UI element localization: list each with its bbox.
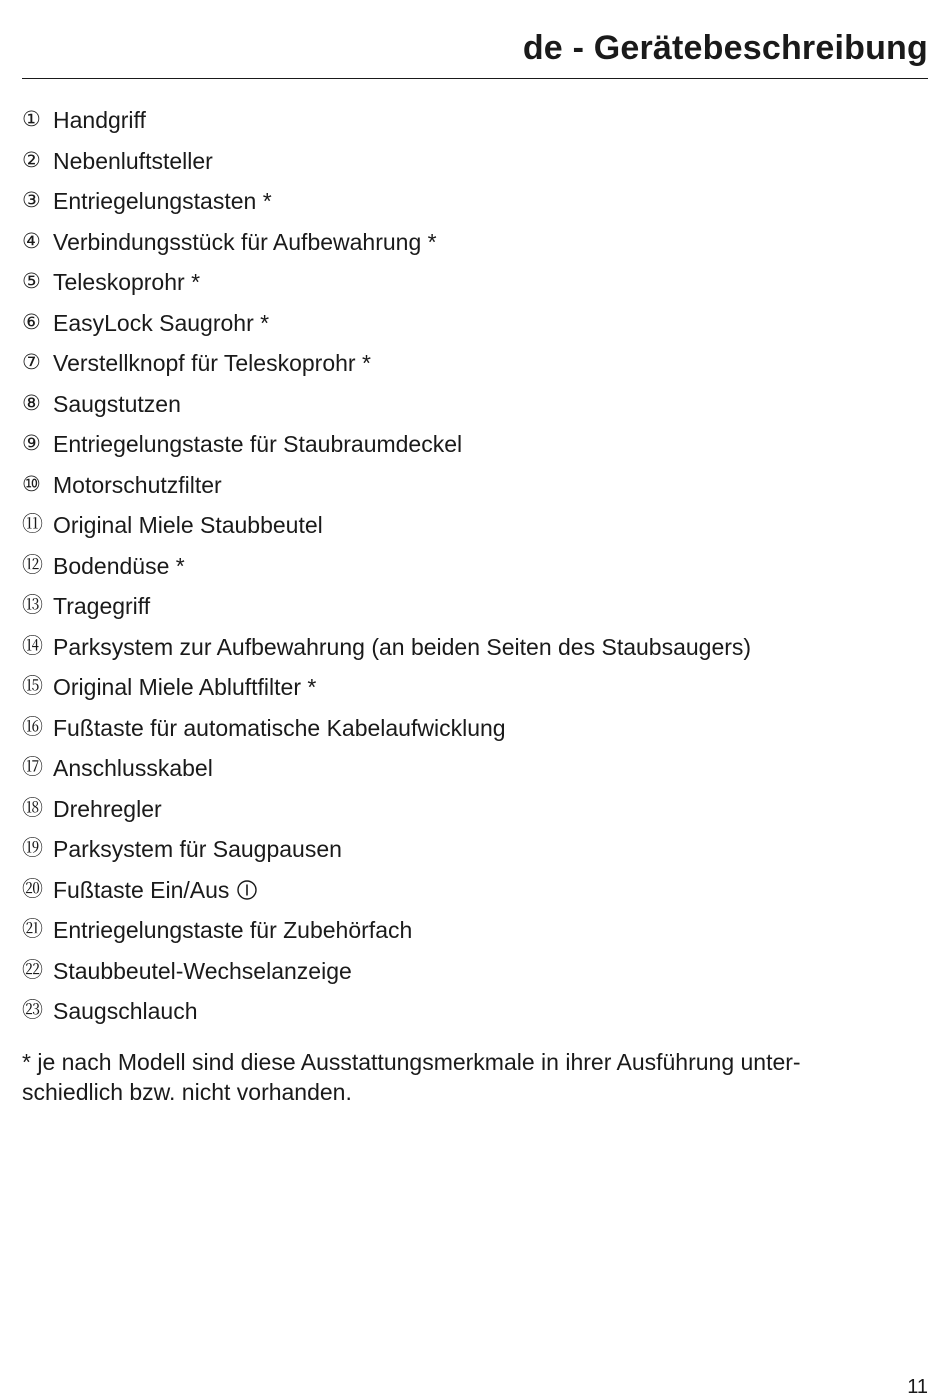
list-item xyxy=(22,829,751,870)
list-item xyxy=(22,667,751,708)
item-number: ① xyxy=(22,108,41,132)
item-number: ⑮ xyxy=(22,675,43,699)
item-label: Saugschlauch xyxy=(53,998,198,1025)
list-item xyxy=(22,141,751,182)
list-item xyxy=(22,181,751,222)
item-label: Fußtaste Ein/Aus xyxy=(53,876,230,903)
item-label: Fußtaste für automatische Kabelaufwicklung xyxy=(53,714,506,741)
item-label: Original Miele Staubbeutel xyxy=(53,512,323,539)
item-number: ㉓ xyxy=(22,999,43,1023)
item-label: Entriegelungstasten * xyxy=(53,188,272,215)
item-number: ⑯ xyxy=(22,715,43,739)
item-number: ⑳ xyxy=(22,877,43,901)
component-list xyxy=(22,100,751,1032)
page-number: 11 xyxy=(907,1376,928,1398)
item-label: Teleskoprohr * xyxy=(53,269,201,296)
list-item xyxy=(22,870,751,911)
list-item xyxy=(22,708,751,749)
item-number: ⑨ xyxy=(22,432,41,456)
page-title: de - Gerätebeschreibung xyxy=(522,29,928,67)
item-label: Bodendüse * xyxy=(53,552,185,579)
item-number: ⑲ xyxy=(22,837,43,861)
item-number: ④ xyxy=(22,229,41,253)
list-item xyxy=(22,789,751,830)
item-label: Entriegelungstaste für Staubraumdeckel xyxy=(53,431,463,458)
item-number: ㉑ xyxy=(22,918,43,942)
item-label: Nebenluftsteller xyxy=(53,147,213,174)
list-item xyxy=(22,748,751,789)
item-number: ⑧ xyxy=(22,391,41,415)
footnote xyxy=(22,1047,882,1107)
item-label: Motorschutzfilter xyxy=(53,471,222,498)
item-label: Parksystem zur Aufbewahrung (an beiden Seiten des Staubsaugers) xyxy=(53,633,752,660)
item-label: Tragegriff xyxy=(53,593,151,620)
page-header xyxy=(22,28,928,79)
list-item xyxy=(22,627,751,668)
list-item xyxy=(22,465,751,506)
list-item xyxy=(22,546,751,587)
item-label: Drehregler xyxy=(53,795,162,822)
item-number: ⑪ xyxy=(22,513,43,537)
item-label: Anschlusskabel xyxy=(53,755,213,782)
power-icon xyxy=(237,880,257,900)
item-label: Saugstutzen xyxy=(53,390,181,417)
item-label: Verbindungsstück für Aufbewahrung * xyxy=(53,228,437,255)
list-item xyxy=(22,991,751,1032)
item-number: ⑦ xyxy=(22,351,41,375)
item-label: Handgriff xyxy=(53,107,146,134)
item-label: Entriegelungstaste für Zubehörfach xyxy=(53,917,413,944)
item-number: ② xyxy=(22,148,41,172)
item-number: ⑥ xyxy=(22,310,41,334)
list-item xyxy=(22,505,751,546)
item-label: Verstellknopf für Teleskoprohr * xyxy=(53,350,371,377)
item-number: ㉒ xyxy=(22,958,43,982)
item-number: ⑭ xyxy=(22,634,43,658)
item-number: ⑫ xyxy=(22,553,43,577)
item-number: ③ xyxy=(22,189,41,213)
list-item xyxy=(22,586,751,627)
item-label: Original Miele Abluftfilter * xyxy=(53,674,317,701)
list-item xyxy=(22,222,751,263)
item-number: ⑰ xyxy=(22,756,43,780)
list-item xyxy=(22,343,751,384)
item-number: ⑬ xyxy=(22,594,43,618)
list-item xyxy=(22,910,751,951)
list-item xyxy=(22,951,751,992)
item-label: Parksystem für Saugpausen xyxy=(53,836,342,863)
item-number: ⑱ xyxy=(22,796,43,820)
list-item xyxy=(22,424,751,465)
list-item xyxy=(22,384,751,425)
item-label: EasyLock Saugrohr * xyxy=(53,309,270,336)
item-number: ⑩ xyxy=(22,472,41,496)
list-item xyxy=(22,303,751,344)
list-item xyxy=(22,100,751,141)
footnote-line-2: schiedlich bzw. nicht vorhanden. xyxy=(22,1079,352,1105)
item-number: ⑤ xyxy=(22,270,41,294)
list-item xyxy=(22,262,751,303)
item-label: Staubbeutel-Wechselanzeige xyxy=(53,957,352,984)
footnote-line-1: * je nach Modell sind diese Ausstattungsmerkmale in ihrer Ausführung unter- xyxy=(22,1049,801,1075)
